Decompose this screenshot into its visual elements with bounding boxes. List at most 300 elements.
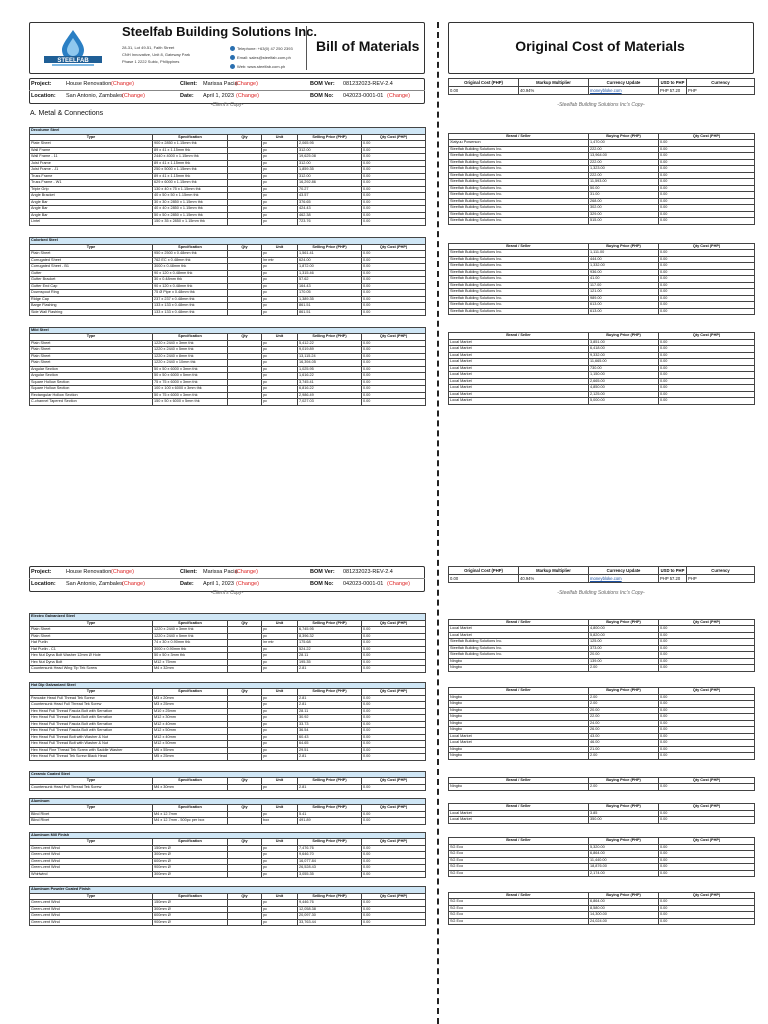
occ-qty-cost-cell: 0.00	[659, 346, 755, 353]
change[interactable]: (Change)	[111, 569, 134, 575]
column-header: Brand / Seller	[449, 619, 589, 626]
unit-cell: pc	[262, 206, 298, 213]
original-cost-table	[448, 566, 755, 583]
selling-price-cell: 175.68	[298, 640, 362, 647]
spec-cell: 3000 x 0.90mm thk	[153, 646, 228, 653]
table-row	[30, 399, 426, 406]
type-cell: Joist Frame - J1	[30, 167, 153, 174]
type-cell: Square Hollow Section	[30, 379, 153, 386]
cost-header: Markup Multiplier	[519, 79, 589, 87]
spec-cell: M4 x 12.7mm - 500pc per box	[153, 818, 228, 825]
occ-qty-cost-cell: 0.00	[659, 701, 755, 708]
spec-cell: 90 x 120 x 0.48mm thk	[153, 283, 228, 290]
change[interactable]: (Change)	[235, 569, 258, 575]
type-cell: Plain Sheet	[30, 347, 153, 354]
type-cell: Hex Nut Dyna Bolt Washer 12mm Ø Hole	[30, 653, 153, 660]
change[interactable]: (Change)	[387, 581, 410, 587]
selling-price-cell: 861.51	[298, 303, 362, 310]
change[interactable]: (Change)	[122, 581, 145, 587]
qty-cost-cell: 0.00	[362, 818, 426, 825]
brand-cell: Local Market	[449, 740, 589, 747]
type-cell: Wall Frame	[30, 147, 153, 154]
unit-cell: pc	[262, 734, 298, 741]
qty-cost-cell: 0.00	[362, 811, 426, 818]
unit-cell: pc	[262, 141, 298, 148]
unit-cell: pc	[262, 212, 298, 219]
brand-cell: Steelfab Building Solutions Inc.	[449, 289, 589, 296]
type-cell: Hat Purlin	[30, 640, 153, 647]
cost-value: 0.00	[449, 87, 519, 95]
qty-cell[interactable]	[228, 399, 262, 406]
spec-cell: 50 x 50 x 6000 x 3mm thk	[153, 366, 228, 373]
unit-cell: pc	[262, 219, 298, 226]
selling-price-cell: 1,315.46	[298, 270, 362, 277]
spec-cell: M12 x 50mm	[153, 728, 228, 735]
selling-price-cell: 7,027.03	[298, 399, 362, 406]
selling-price-cell: 70.27	[298, 186, 362, 193]
qty-cost-cell: 0.00	[362, 666, 426, 673]
type-cell: Gutter End Cap	[30, 283, 153, 290]
category-title: Aluminum	[30, 798, 426, 805]
qty-cell[interactable]	[228, 784, 262, 791]
currency-update-link[interactable]: moneybloke.com	[589, 575, 659, 583]
brand-cell: Ningbo	[449, 701, 589, 708]
occ-qty-cost-cell: 0.00	[659, 918, 755, 925]
occ-qty-cost-cell: 0.00	[659, 269, 755, 276]
occ-qty-cost-cell: 0.00	[659, 359, 755, 366]
table-row	[449, 784, 755, 791]
spec-cell: 40 x 50 x 50 x 1.15mm thk	[153, 193, 228, 200]
spec-cell: 3000 x 0.48mm thk	[153, 264, 228, 271]
table-row	[30, 919, 426, 926]
brand-cell: Steelfab Building Solutions Inc.	[449, 179, 589, 186]
selling-price-cell: 60.43	[298, 734, 362, 741]
company-address: 28-31, Lot 49-51, Faith Street CNH Innovative, Unit 8, Gateway Park Phase 1 2222 Subic, Philippines	[122, 45, 191, 64]
spec-cell: 300mm Ø	[153, 906, 228, 913]
column-header: Unit	[262, 805, 298, 812]
spec-cell: 1220 x 2440 x 8mm thk	[153, 353, 228, 360]
spec-cell: M4 x 12.7mm	[153, 811, 228, 818]
spec-cell: 300mm Ø	[153, 852, 228, 859]
cost-header: USD to PHP	[659, 79, 687, 87]
buying-price-cell: 11,665.00	[589, 359, 659, 366]
qty-cost-cell: 0.00	[362, 784, 426, 791]
column-header: Qty Cost (PHP)	[659, 838, 755, 845]
spec-cell: 40 x 40 x 2850 x 1.15mm thk	[153, 206, 228, 213]
unit-cell: pc	[262, 702, 298, 709]
buying-price-cell: 5,820.00	[589, 632, 659, 639]
qty-cost-cell: 0.00	[362, 167, 426, 174]
occ-qty-cost-cell: 0.00	[659, 179, 755, 186]
brand-cell: Local Market	[449, 372, 589, 379]
occ-qty-cost-cell: 0.00	[659, 302, 755, 309]
column-header: Specification	[153, 778, 228, 785]
svg-text:STEELFAB: STEELFAB	[57, 58, 89, 64]
type-cell: Side Wall Flashing	[30, 309, 153, 316]
buying-price-cell: 2,125.00	[589, 391, 659, 398]
brand-cell: SG Eco	[449, 912, 589, 919]
column-header: Qty	[228, 134, 262, 141]
qty-cost-cell: 0.00	[362, 845, 426, 852]
spec-cell: 1220 x 2440 x 3mm thk	[153, 627, 228, 634]
column-header: Qty Cost (PHP)	[659, 619, 755, 626]
qty-cost-cell: 0.00	[362, 399, 426, 406]
buying-price-cell: 1,111.00	[589, 250, 659, 257]
qty-cost-cell: 0.00	[362, 353, 426, 360]
occ-qty-cost-cell: 0.00	[659, 714, 755, 721]
change[interactable]: (Change)	[111, 81, 134, 87]
buying-price-cell: 21.00	[589, 746, 659, 753]
occ-qty-cost-cell: 0.00	[659, 658, 755, 665]
column-header: Type	[30, 620, 153, 627]
buying-price-cell: 139.00	[589, 658, 659, 665]
buying-price-cell: 41.00	[589, 276, 659, 283]
occ-qty-cost-cell: 0.00	[659, 339, 755, 346]
unit-cell: pc	[262, 264, 298, 271]
unit-cell: pc	[262, 919, 298, 926]
qty-cost-cell: 0.00	[362, 283, 426, 290]
bomver-value: 081232023-REV-2.4	[343, 569, 393, 575]
spec-cell: 74 x 30 x 0.90mm thk	[153, 640, 228, 647]
project-label: Project:	[31, 569, 52, 575]
selling-price-cell: 424.43	[298, 206, 362, 213]
buying-price-cell: 4,800.00	[589, 626, 659, 633]
unit-cell: pc	[262, 900, 298, 907]
selling-price-cell: 524.22	[298, 646, 362, 653]
unit-cell: pc	[262, 708, 298, 715]
client-copy-label: -Client's Copy-	[210, 590, 244, 596]
table-row	[30, 666, 426, 673]
buying-price-cell: 121.00	[589, 289, 659, 296]
occ-qty-cost-cell: 0.00	[659, 753, 755, 760]
date-label: Date:	[180, 93, 194, 99]
qty-cost-cell: 0.00	[362, 290, 426, 297]
table-row	[449, 918, 755, 925]
occ-qty-cost-cell: 0.00	[659, 378, 755, 385]
column-header: Selling Price (PHP)	[298, 893, 362, 900]
qty-cost-cell: 0.00	[362, 366, 426, 373]
selling-price-cell: 462.38	[298, 212, 362, 219]
column-header: Brand / Seller	[449, 333, 589, 340]
column-header: Qty Cost (PHP)	[659, 243, 755, 250]
column-header: Buying Price (PHP)	[589, 333, 659, 340]
occ-qty-cost-cell: 0.00	[659, 733, 755, 740]
occ-qty-cost-cell: 0.00	[659, 652, 755, 659]
cost-header: Original Cost (PHP)	[449, 79, 519, 87]
qty-cost-cell: 0.00	[362, 858, 426, 865]
project-value: House Renovation	[66, 81, 112, 87]
occ-material-table	[448, 682, 755, 760]
qty-cell[interactable]	[228, 309, 262, 316]
spec-cell: 950 x 2500 x 0.48mm thk	[153, 251, 228, 258]
column-header: Type	[30, 839, 153, 846]
client-value: Marissa Pacia	[203, 81, 238, 87]
buying-price-cell: 730.00	[589, 365, 659, 372]
selling-price-cell: 30.92	[298, 715, 362, 722]
type-cell: Countersunk Head Full Thread Tek Screw	[30, 784, 153, 791]
brand-cell: Ningbo	[449, 694, 589, 701]
spec-cell: M5 x 25mm	[153, 754, 228, 761]
type-cell: Plate Sheet	[30, 141, 153, 148]
type-cell: Triple Grip	[30, 186, 153, 193]
spec-cell: 150 x 50 x 6000 x 5mm thk	[153, 399, 228, 406]
selling-price-cell: 3,745.41	[298, 379, 362, 386]
spec-cell: 1220 x 2440 x 10mm thk	[153, 360, 228, 367]
column-header: Specification	[153, 839, 228, 846]
bom-material-table	[29, 682, 426, 761]
bomno-label: BOM No:	[310, 93, 334, 99]
unit-cell: pc	[262, 379, 298, 386]
type-cell: Rectangular Hollow Section	[30, 392, 153, 399]
buying-price-cell: 6,864.00	[589, 899, 659, 906]
brand-cell: Local Market	[449, 733, 589, 740]
cost-value: 40.94%	[519, 87, 589, 95]
change[interactable]: (Change)	[236, 93, 259, 99]
column-header: Unit	[262, 839, 298, 846]
occ-qty-cost-cell: 0.00	[659, 218, 755, 225]
cost-header: Currency	[687, 79, 755, 87]
selling-price-cell: 2.81	[298, 784, 362, 791]
table-row	[30, 219, 426, 226]
qty-cost-cell: 0.00	[362, 340, 426, 347]
unit-cell: pc	[262, 721, 298, 728]
qty-cost-cell: 0.00	[362, 257, 426, 264]
brand-cell: Steelfab Building Solutions Inc.	[449, 308, 589, 315]
column-header: Specification	[153, 244, 228, 251]
type-cell: Plain Sheet	[30, 340, 153, 347]
column-header: Qty Cost (PHP)	[659, 892, 755, 899]
column-header: Unit	[262, 244, 298, 251]
unit-cell: pc	[262, 193, 298, 200]
column-header: Qty Cost (PHP)	[659, 133, 755, 140]
type-cell: Hex Head Full Thread Bolt with Washer & Nut	[30, 734, 153, 741]
brand-cell: Local Market	[449, 352, 589, 359]
occ-qty-cost-cell: 0.00	[659, 140, 755, 147]
occ-qty-cost-cell: 0.00	[659, 308, 755, 315]
type-cell: Barge Flashing	[30, 303, 153, 310]
selling-price-cell: 624.00	[298, 257, 362, 264]
selling-price-cell: 376.65	[298, 199, 362, 206]
selling-price-cell: 3,055.35	[298, 871, 362, 878]
unit-cell: pc	[262, 811, 298, 818]
buying-price-cell: 8,580.00	[589, 905, 659, 912]
occ-qty-cost-cell: 0.00	[659, 372, 755, 379]
buying-price-cell: 22.00	[589, 714, 659, 721]
qty-cost-cell: 0.00	[362, 386, 426, 393]
cost-header: USD to PHP	[659, 567, 687, 575]
column-header: Type	[30, 805, 153, 812]
bomver-label: BOM Ver:	[310, 81, 335, 87]
brand-cell: Local Market	[449, 626, 589, 633]
brand-cell: Steelfab Building Solutions Inc.	[449, 263, 589, 270]
qty-cost-cell: 0.00	[362, 296, 426, 303]
spec-cell: 50 x 75 x 6000 x 3mm thk	[153, 392, 228, 399]
qty-cost-cell: 0.00	[362, 212, 426, 219]
project-label: Project:	[31, 81, 52, 87]
qty-cost-cell: 0.00	[362, 659, 426, 666]
column-header: Qty	[228, 778, 262, 785]
brand-cell: Steelfab Building Solutions Inc.	[449, 198, 589, 205]
unit-cell: pc	[262, 270, 298, 277]
occ-material-table	[448, 798, 755, 824]
selling-price-cell: 1,025.95	[298, 366, 362, 373]
bomno-label: BOM No:	[310, 581, 334, 587]
occ-qty-cost-cell: 0.00	[659, 172, 755, 179]
brand-cell: Local Market	[449, 365, 589, 372]
date-value: April 1, 2023	[203, 581, 234, 587]
selling-price-cell: 312.00	[298, 160, 362, 167]
qty-cost-cell: 0.00	[362, 154, 426, 161]
type-cell: Green-vent Wind	[30, 919, 153, 926]
occ-material-table	[448, 832, 755, 878]
table-row	[30, 784, 426, 791]
client-label: Client:	[180, 81, 198, 87]
type-cell: Plain Sheet	[30, 633, 153, 640]
selling-price-cell: 861.51	[298, 309, 362, 316]
qty-cell[interactable]	[228, 666, 262, 673]
spec-cell: 1220 x 2440 x 5mm thk	[153, 347, 228, 354]
column-header: Qty Cost (PHP)	[362, 893, 426, 900]
column-header: Selling Price (PHP)	[298, 134, 362, 141]
page-divider	[437, 22, 439, 1024]
occ-qty-cost-cell: 0.00	[659, 912, 755, 919]
occ-qty-cost-cell: 0.00	[659, 166, 755, 173]
selling-price-cell: 2.81	[298, 666, 362, 673]
category-title: Decolume Steel	[30, 128, 426, 135]
qty-cost-cell: 0.00	[362, 206, 426, 213]
unit-cell: pc	[262, 147, 298, 154]
buying-price-cell: 5,320.00	[589, 844, 659, 851]
change[interactable]: (Change)	[235, 81, 258, 87]
buying-price-cell: 4,850.00	[589, 385, 659, 392]
qty-cell[interactable]	[228, 919, 262, 926]
currency-update-link[interactable]: moneybloke.com	[589, 87, 659, 95]
buying-price-cell: 26.00	[589, 727, 659, 734]
qty-cell[interactable]	[228, 754, 262, 761]
buying-price-cell: 14,300.00	[589, 912, 659, 919]
column-header: Brand / Seller	[449, 688, 589, 695]
unit-cell: pc	[262, 715, 298, 722]
buying-price-cell: 18,876.00	[589, 864, 659, 871]
unit-cell: pc	[262, 173, 298, 180]
occ-qty-cost-cell: 0.00	[659, 727, 755, 734]
brand-cell: SG Eco	[449, 851, 589, 858]
type-cell: Countersunk Head Full Thread Tek Screw	[30, 702, 153, 709]
occ-qty-cost-cell: 0.00	[659, 905, 755, 912]
type-cell: Plain Sheet	[30, 627, 153, 634]
date-label: Date:	[180, 581, 194, 587]
spec-cell: M12 x 40mm	[153, 734, 228, 741]
selling-price-cell: 723.76	[298, 219, 362, 226]
qty-cost-cell: 0.00	[362, 277, 426, 284]
buying-price-cell: 13,964.00	[589, 153, 659, 160]
column-header: Selling Price (PHP)	[298, 839, 362, 846]
spec-cell: M3 x 25mm	[153, 702, 228, 709]
selling-price-cell: 33,763.44	[298, 919, 362, 926]
qty-cost-cell: 0.00	[362, 906, 426, 913]
spec-cell: M6 x 55mm	[153, 747, 228, 754]
change[interactable]: (Change)	[122, 93, 145, 99]
occ-qty-cost-cell: 0.00	[659, 740, 755, 747]
spec-cell: 90 x 120 x 0.48mm thk	[153, 270, 228, 277]
spec-cell: M10 x 25mm	[153, 708, 228, 715]
selling-price-cell: 2.81	[298, 695, 362, 702]
selling-price-cell: 29.51	[298, 747, 362, 754]
qty-cost-cell: 0.00	[362, 627, 426, 634]
occ-qty-cost-cell: 0.00	[659, 864, 755, 871]
table-row	[449, 870, 755, 877]
qty-cell[interactable]	[228, 219, 262, 226]
brand-cell: Steelfab Building Solutions Inc.	[449, 218, 589, 225]
spec-cell: 237 x 237 x 0.48mm thk	[153, 296, 228, 303]
column-header: Specification	[153, 620, 228, 627]
header-separator	[306, 26, 307, 70]
qty-cell[interactable]	[228, 871, 262, 878]
qty-cost-cell: 0.00	[362, 852, 426, 859]
cost-value: 40.94%	[519, 575, 589, 583]
buying-price-cell: 3.85	[589, 810, 659, 817]
spec-cell: M4 x 30mm	[153, 784, 228, 791]
brand-cell: Steelfab Building Solutions Inc.	[449, 276, 589, 283]
cost-value: PHP 57.20	[659, 575, 687, 583]
unit-cell: pc	[262, 277, 298, 284]
brand-cell: Steelfab Building Solutions Inc.	[449, 302, 589, 309]
selling-price-cell: 12,058.38	[298, 906, 362, 913]
unit-cell: pc	[262, 180, 298, 187]
unit-cell: pc	[262, 858, 298, 865]
qty-cost-cell: 0.00	[362, 900, 426, 907]
column-header: Buying Price (PHP)	[589, 804, 659, 811]
unit-cell: pc	[262, 646, 298, 653]
column-header: Specification	[153, 893, 228, 900]
brand-cell: Local Market	[449, 810, 589, 817]
column-header: Brand / Seller	[449, 133, 589, 140]
occ-qty-cost-cell: 0.00	[659, 385, 755, 392]
change[interactable]: (Change)	[387, 93, 410, 99]
spec-cell: 150mm Ø	[153, 900, 228, 907]
column-header: Specification	[153, 689, 228, 696]
selling-price-cell: 64.65	[298, 741, 362, 748]
selling-price-cell: 26,528.43	[298, 865, 362, 872]
brand-cell: Steelfab Building Solutions Inc.	[449, 159, 589, 166]
brand-cell: Steelfab Building Solutions Inc.	[449, 205, 589, 212]
spec-cell: 75 Ø Pipe x 0.48mm thk	[153, 290, 228, 297]
type-cell: Gutter	[30, 270, 153, 277]
unit-cell: pc	[262, 392, 298, 399]
table-row	[449, 753, 755, 760]
brand-cell: Ningbo	[449, 746, 589, 753]
change[interactable]: (Change)	[236, 581, 259, 587]
brand-cell: SG Eco	[449, 857, 589, 864]
buying-price-cell: 444.00	[589, 256, 659, 263]
column-header: Qty Cost (PHP)	[659, 688, 755, 695]
buying-price-cell: 6,418.00	[589, 346, 659, 353]
buying-price-cell: 2,174.00	[589, 870, 659, 877]
qty-cost-cell: 0.00	[362, 379, 426, 386]
occ-material-table	[448, 327, 755, 405]
bom-material-table	[29, 771, 426, 792]
type-cell: Truss Frame	[30, 173, 153, 180]
type-cell: Corrugated Sheet	[30, 257, 153, 264]
buying-price-cell: 1,470.00	[589, 140, 659, 147]
unit-cell: pc	[262, 666, 298, 673]
spec-cell: 30 x 0.48mm thk	[153, 277, 228, 284]
spec-cell: 250 x 5000 x 1.15mm thk	[153, 167, 228, 174]
type-cell: Lintel	[30, 219, 153, 226]
qty-cell[interactable]	[228, 818, 262, 825]
brand-cell: Ningbo	[449, 707, 589, 714]
type-cell: Blind Rivet	[30, 811, 153, 818]
